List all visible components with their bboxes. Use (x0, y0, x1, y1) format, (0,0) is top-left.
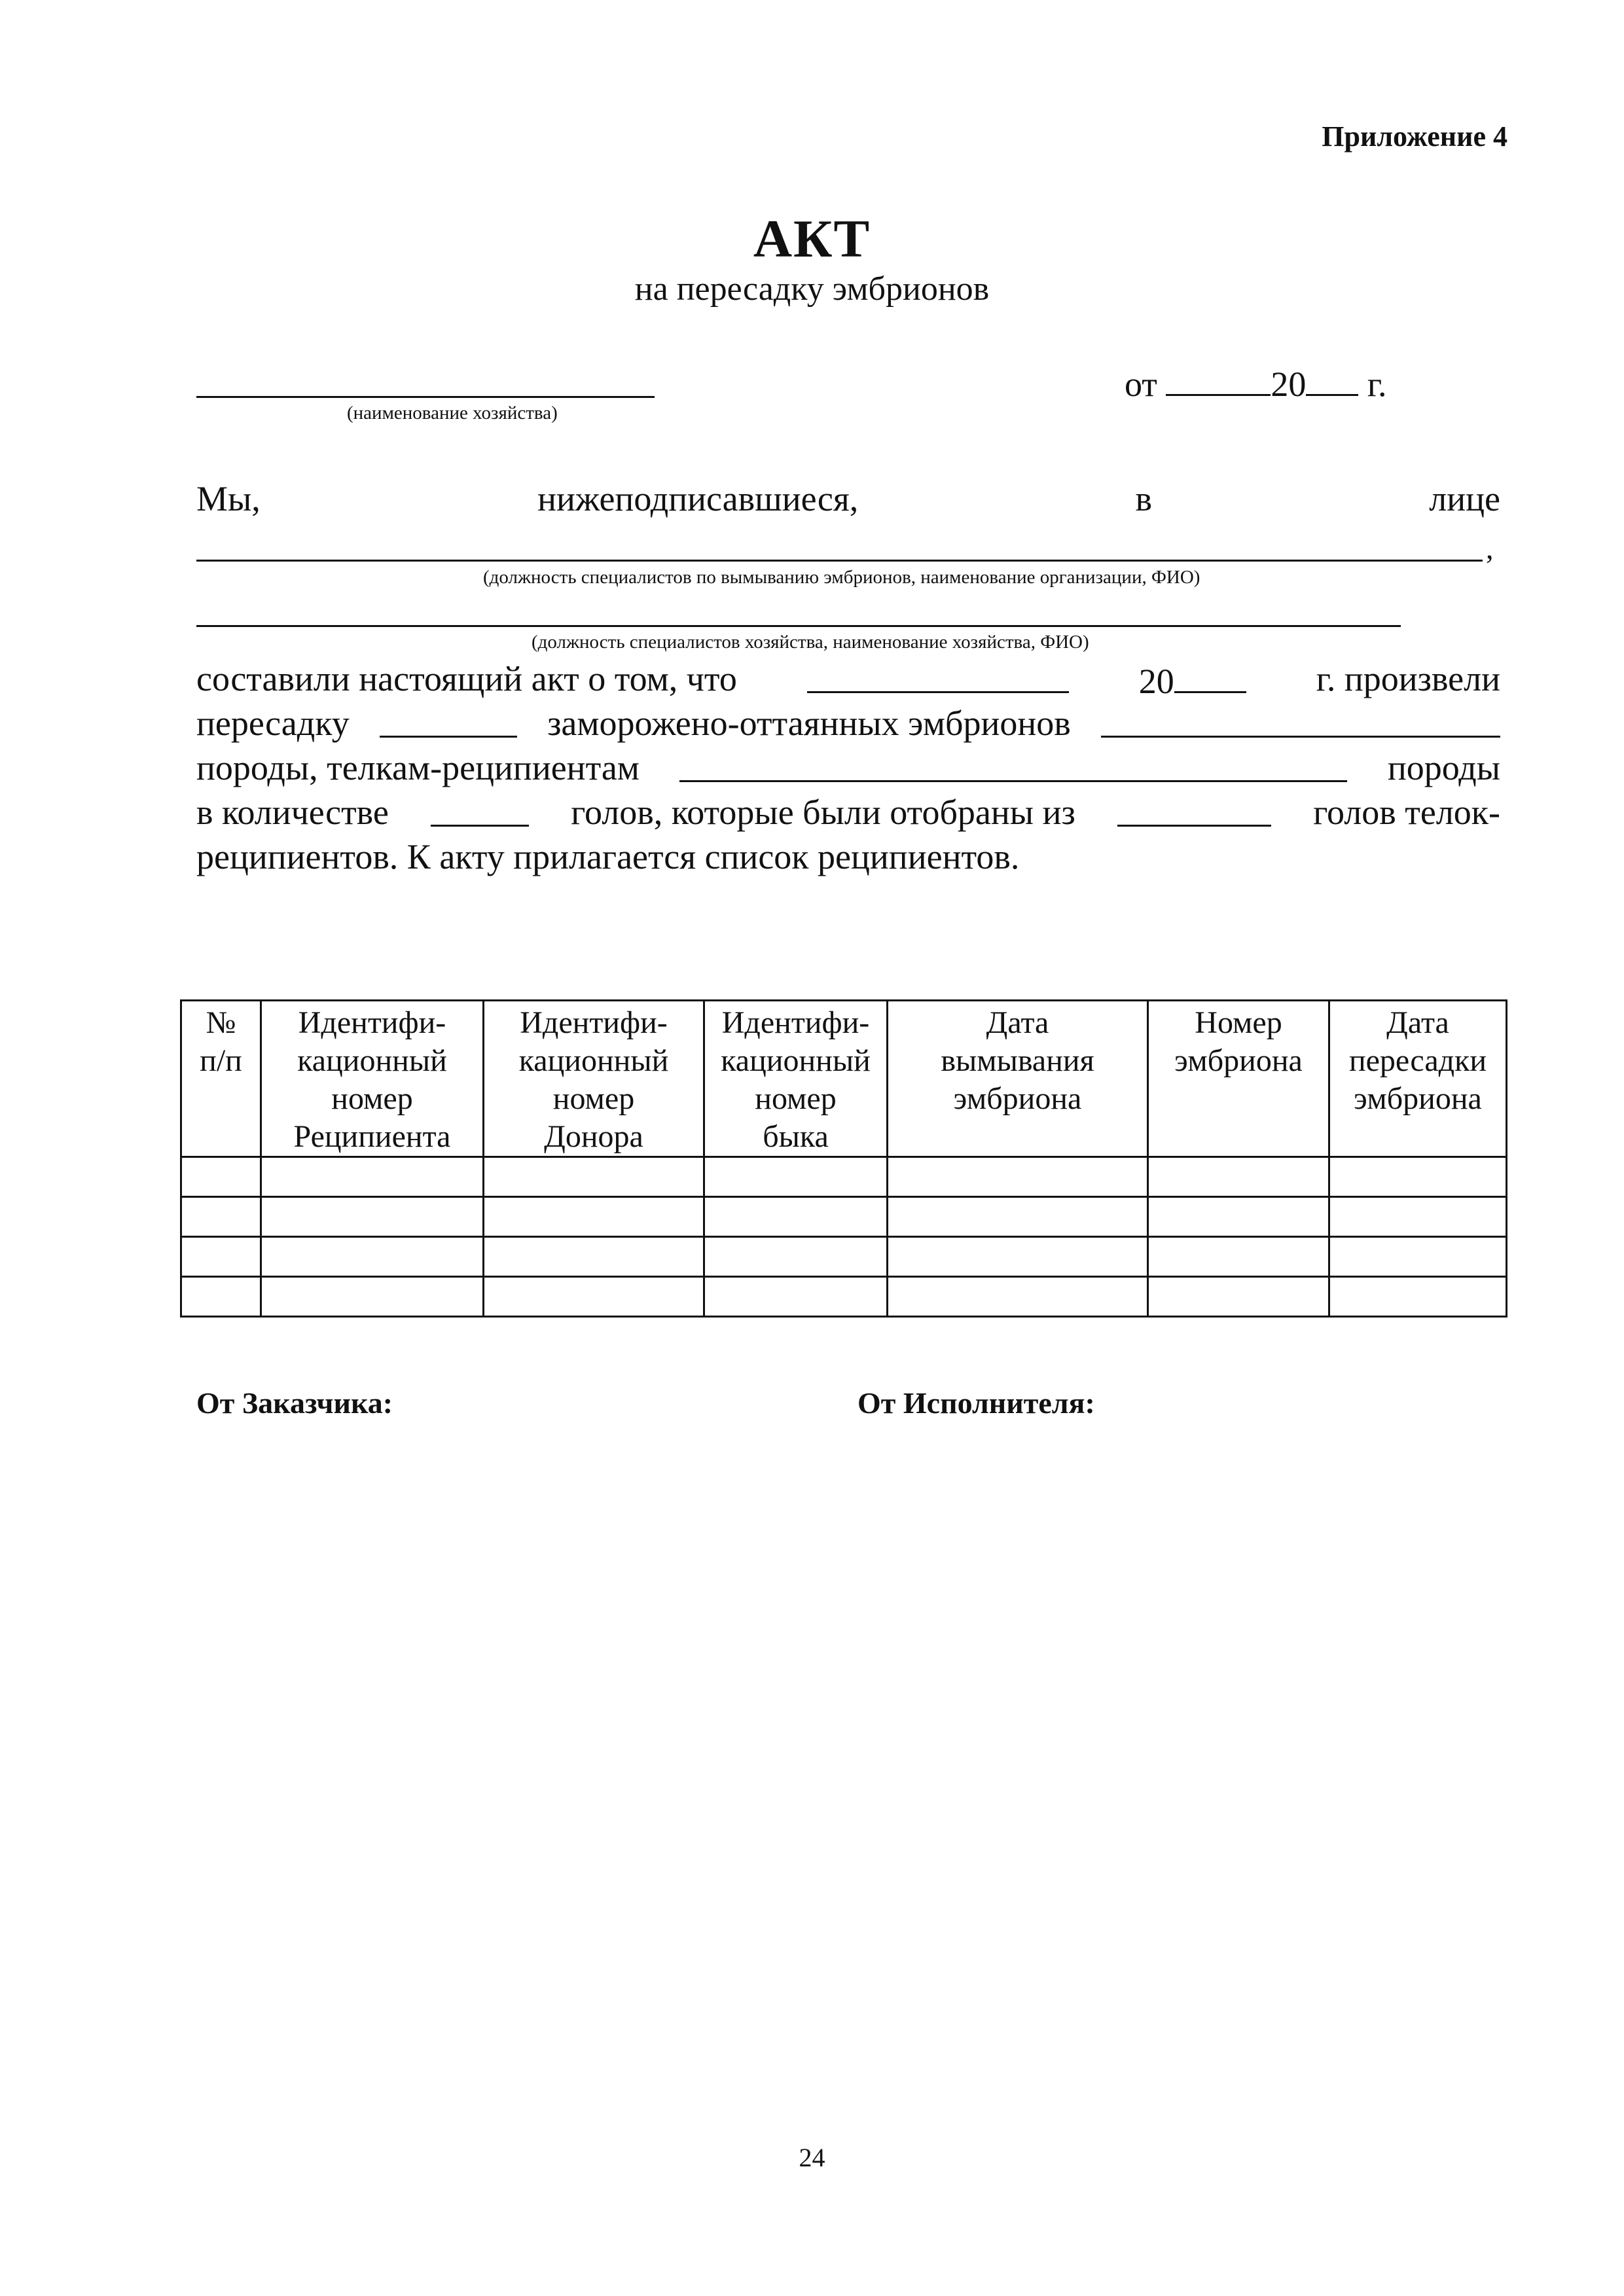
body-year (1139, 661, 1246, 699)
table-row (181, 1157, 1507, 1197)
body-line-3 (196, 750, 1500, 785)
table-cell[interactable] (888, 1197, 1148, 1237)
document-subtitle: на пересадку эмбрионов (634, 270, 990, 308)
embryo-specialists-line (196, 560, 1483, 562)
date-year-blank (1306, 364, 1358, 396)
table-cell[interactable] (484, 1197, 704, 1237)
header-text: Идентифи- (520, 1005, 668, 1040)
body-text: г. произвели (1316, 659, 1500, 698)
table-cell[interactable] (704, 1197, 888, 1237)
header-text: п/п (200, 1043, 242, 1078)
table-row (181, 1277, 1507, 1317)
header-text: пересадки (1348, 1043, 1487, 1078)
header-text: Донора (544, 1119, 643, 1154)
header-cell-transfer-date (1329, 1001, 1507, 1157)
date-year-prefix: 20 (1271, 365, 1307, 404)
header-text: вымывания (941, 1043, 1094, 1078)
header-cell-recipient-id (261, 1001, 484, 1157)
body-text: породы, телкам-реципиентам (196, 748, 640, 787)
body-line-4 (196, 795, 1500, 830)
body-text: составили настоящий акт о том, что (196, 659, 737, 698)
table-cell[interactable] (1329, 1157, 1507, 1197)
table-cell[interactable] (484, 1237, 704, 1277)
quantity-blank (380, 706, 517, 738)
embryo-specialists-caption: (должность специалистов по вымыванию эмбрионов, наименование организации, ФИО) (483, 567, 1200, 588)
header-cell-embryo-number (1148, 1001, 1329, 1157)
header-text: кационный (518, 1043, 669, 1078)
intro-word: в (1135, 479, 1152, 518)
header-cell-bull-id (704, 1001, 888, 1157)
table-cell[interactable] (1148, 1277, 1329, 1317)
date-prefix: от (1125, 365, 1157, 404)
comma: , (1486, 531, 1494, 565)
header-text: Дата (986, 1005, 1049, 1040)
table-row (181, 1237, 1507, 1277)
header-text: Реципиента (293, 1119, 451, 1154)
body-line-2 (196, 706, 1500, 741)
table-cell[interactable] (261, 1197, 484, 1237)
breed-blank (1101, 706, 1500, 738)
table-cell[interactable] (484, 1277, 704, 1317)
header-cell-flush-date (888, 1001, 1148, 1157)
header-text: эмбриона (1354, 1081, 1482, 1116)
table-cell[interactable] (181, 1277, 261, 1317)
header-text: эмбриона (1174, 1043, 1303, 1078)
body-text: в количестве (196, 793, 389, 832)
farm-name-caption: (наименование хозяйства) (347, 403, 558, 423)
header-text: Дата (1386, 1005, 1449, 1040)
customer-signature-label: От Заказчика: (196, 1386, 393, 1420)
year-blank (1174, 661, 1246, 693)
date-blank (807, 661, 1069, 693)
table-cell[interactable] (704, 1237, 888, 1277)
document-title: АКТ (753, 209, 871, 268)
heads-count-blank (431, 795, 529, 827)
table-cell[interactable] (1329, 1197, 1507, 1237)
body-line-5: реципиентов. К акту прилагается список реципиентов. (196, 837, 1020, 876)
table-cell[interactable] (181, 1157, 261, 1197)
table-cell[interactable] (1329, 1237, 1507, 1277)
intro-word: Мы, (196, 479, 261, 518)
header-text: Номер (1195, 1005, 1282, 1040)
date-suffix: г. (1367, 365, 1387, 404)
table-cell[interactable] (181, 1237, 261, 1277)
table-cell[interactable] (888, 1277, 1148, 1317)
appendix-label: Приложение 4 (1322, 120, 1507, 152)
table-row (181, 1197, 1507, 1237)
table-cell[interactable] (888, 1157, 1148, 1197)
table-cell[interactable] (704, 1277, 888, 1317)
header-text: номер (755, 1081, 837, 1116)
header-cell-number (181, 1001, 261, 1157)
intro-word: нижеподписавшиеся, (537, 479, 859, 518)
intro-word: лице (1429, 479, 1500, 518)
farm-specialists-line (196, 625, 1401, 627)
table-cell[interactable] (484, 1157, 704, 1197)
table-header-row (181, 1001, 1507, 1157)
header-cell-donor-id (484, 1001, 704, 1157)
header-text: Идентифи- (721, 1005, 870, 1040)
table-cell[interactable] (1148, 1157, 1329, 1197)
table-cell[interactable] (181, 1197, 261, 1237)
header-text: Идентифи- (298, 1005, 446, 1040)
table-cell[interactable] (704, 1157, 888, 1197)
body-text: породы (1387, 748, 1500, 787)
header-text: кационный (297, 1043, 447, 1078)
table-cell[interactable] (261, 1237, 484, 1277)
table-cell[interactable] (888, 1237, 1148, 1277)
header-text: № (206, 1005, 236, 1040)
table-cell[interactable] (1329, 1277, 1507, 1317)
total-heads-blank (1117, 795, 1271, 827)
intro-line (196, 481, 1500, 516)
header-text: быка (763, 1119, 829, 1154)
body-line-1 (196, 661, 1500, 699)
page-number: 24 (799, 2143, 825, 2172)
farm-specialists-caption: (должность специалистов хозяйства, наименование хозяйства, ФИО) (532, 632, 1089, 653)
table-cell[interactable] (1148, 1197, 1329, 1237)
date-day-blank (1166, 364, 1271, 396)
body-text: голов, которые были отобраны из (571, 793, 1075, 832)
header-text: номер (331, 1081, 413, 1116)
header-text: эмбриона (953, 1081, 1082, 1116)
body-text: пересадку (196, 704, 350, 743)
table-cell[interactable] (1148, 1237, 1329, 1277)
header-text: кационный (721, 1043, 871, 1078)
contractor-signature-label: От Исполнителя: (857, 1386, 1095, 1420)
recipients-table (180, 999, 1507, 1318)
body-text: голов телок- (1313, 793, 1500, 832)
year-prefix: 20 (1138, 662, 1174, 701)
header-text: номер (552, 1081, 635, 1116)
body-text: заморожено-оттаянных эмбрионов (547, 704, 1071, 743)
table-cell[interactable] (261, 1157, 484, 1197)
date-field (1125, 364, 1386, 402)
table-cell[interactable] (261, 1277, 484, 1317)
recipient-breed-blank (679, 750, 1347, 782)
farm-name-line (196, 396, 655, 398)
